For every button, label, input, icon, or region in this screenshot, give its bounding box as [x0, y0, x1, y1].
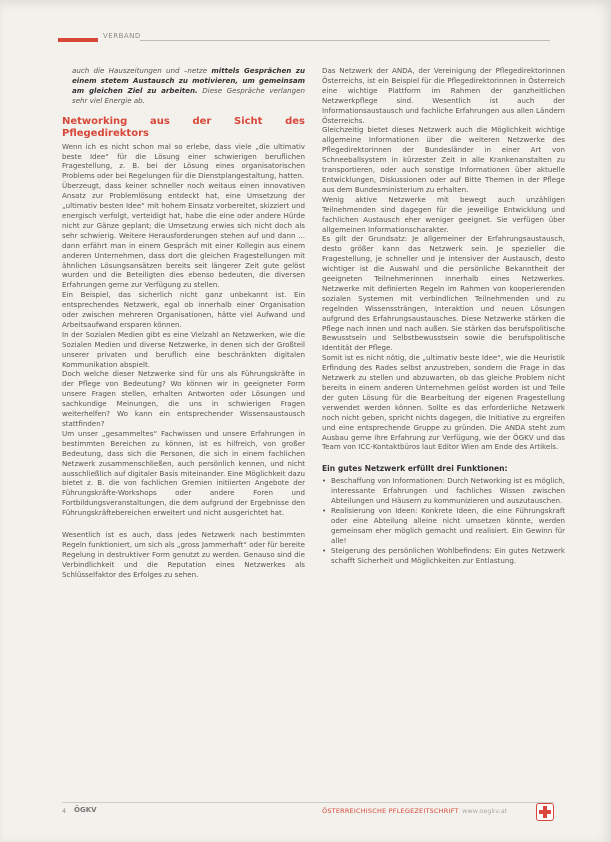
intro-text-a: auch die Hauszeitungen und –netze: [72, 66, 212, 75]
closing-paragraph: Wesentlich ist es auch, dass jedes Netzwerk nach bestimmten Regeln funktioniert, um sich als „gross Jammerhaft“ oder für bereite Regelung in destruktiver Form genutzt zu werden. Genauso sind die Verbindlichkeit und die Reputation eines Netzwerkes als Schlüsselfaktor des Erfolges zu sehen.: [62, 530, 305, 579]
body-paragraph: Um unser „gesammeltes“ Fachwissen und unsere Erfahrungen in bestimmten Bereichen zu können, ist es hilfreich, von großer Bedeutung, dass sich die Personen, die sich in einem fachlichen Netzwerk zusammenschließen, auch persönlich kennen, und nicht ausschließlich auf digitaler Basis miteinander. Eine Möglichkeit dazu bietet z. B. die von fachlichen Gremien initiierten Angebote der Führungskräfte-Workshops oder andere Foren und Fortbildungsveranstaltungen, die dem aufgrund der Ergebnisse den Führungskräftebereichen erweitert und nicht ausgerichtet hat.: [62, 428, 305, 518]
body-paragraph: In der Sozialen Medien gibt es eine Vielzahl an Netzwerken, wie die Sozialen Medien und diverse Netzwerke, in denen sich der Großteil unserer privaten und beruflich eine beschränkten digitalen Kommunikation abspielt.: [62, 329, 305, 369]
body-paragraph: Ein Beispiel, das sicherlich nicht ganz unbekannt ist. Ein entsprechendes Netzwerk, egal ob innerhalb einer Organisation oder zwischen mehreren Organisationen, hätte viel Aufwand und Arbeitsaufwand ersparen können.: [62, 290, 305, 329]
body-paragraph: Somit ist es nicht nötig, die „ultimativ beste Idee“, wie die Heuristik Erfindung des Rades selbst anzustreben, sondern die Frage in das Netzwerk zu stellen und abzuwarten, ob das gleiche Problem nicht bereits in einem anderen Unternehmen gelöst worden ist und Teile der guten Lösung für die Bearbeitung der eigenen Fragestellung verwendet werden können. Sollte es das erforderliche Netzwerk noch nicht geben, spricht nichts dagegen, die Initiative zu ergreifen und eine entsprechende Gruppe zu gründen. Die ANDA steht zum Ausbau gerne ihre Erfahrung zur Verfügung, wie der ÖGKV und das Team von ICC-Kontaktbüros laut Editor Wien am Ende des Artikels.: [322, 353, 565, 452]
header-rule: [140, 40, 550, 41]
body-paragraph: Wenn ich es nicht schon mal so erlebe, dass viele „die ultimativ beste Idee“ für die Lösung einer schwierigen beruflichen Fragestellung, z. B. bei der Lösung eines organisatorischen Problems oder bei Regelungen für die Dienstplangestaltung, hatten.: [62, 141, 305, 181]
intro-text-c: Diese Gespräche verlangen sehr viel Energie ab.: [72, 85, 305, 105]
body-paragraph: Doch welche dieser Netzwerke sind für uns als Führungskräfte in der Pflege von Bedeutung? Wo können wir in geeigneter Form unsere Fragen stellen, erhalten Antworten oder Lösungen und sachkundige Meinungen, die uns in schwierigen Fragen weiterhelfen? Wo kann ein entsprechender Wissensaustausch stattfinden?: [62, 369, 305, 428]
intro-paragraph: [62, 66, 305, 106]
magazine-name: ÖSTERREICHISCHE PFLEGEZEITSCHRIFT: [322, 807, 459, 815]
section-color-bar: [58, 38, 98, 42]
body-paragraph: Das Netzwerk der ANDA, der Vereinigung der Pflegedirektorinnen Österreichs, ist ein Beispiel für die Pflegedirektorinnen in Österreich eine wichtige Plattform im Rahmen der ganzheitlichen Netzwerkpflege sind. Wesentlich ist auch der Informationsaustausch und fachliche Erfahrungen aus allen Ländern Österreichs.: [322, 66, 565, 125]
intro-text-bold: mittels Gesprächen zu einem stetem Austausch zu motivieren, um gemeinsam am gleichen Ziel zu arbeiten.: [72, 66, 305, 95]
website-link[interactable]: www.oegkv.at: [462, 807, 508, 815]
functions-list: [322, 476, 565, 565]
left-column: [62, 66, 305, 580]
list-item: • Beschaffung von Informationen: Durch Networking ist es möglich, interessante Erfahrungen und fachliches Wissen zwischen Abteilungen und Häusern zu kommunizieren und auszutauschen.: [322, 476, 565, 506]
association-logo: ÖGKV: [74, 806, 97, 814]
section-heading: Networking aus der Sicht des Pflegedirektors: [62, 115, 305, 139]
functions-heading: Ein gutes Netzwerk erfüllt drei Funktionen:: [322, 464, 508, 474]
list-item: • Steigerung des persönlichen Wohlbefindens: Ein gutes Netzwerk schafft Sicherheit und Möglichkeiten zur Entlastung.: [322, 546, 565, 566]
list-item: • Realisierung von Ideen: Konkrete Ideen, die eine Führungskraft oder eine Abteilung alleine nicht umsetzen könnte, werden gemeinsam eher möglich gemacht und realisiert. Ein Gewinn für alle!: [322, 506, 565, 546]
right-column: [322, 66, 565, 566]
body-paragraph: Wenig aktive Netzwerke mit bewegt auch unzähligen Teilnehmenden sind dagegen für die jeweilige Entwicklung und fachlichen Austausch eher weniger geeignet. Sie verfügen über allgemeinen Informationscharakter.: [322, 194, 565, 234]
page-footer: [62, 802, 554, 817]
body-paragraph: Es gilt der Grundsatz: Je allgemeiner der Erfahrungsaustausch, desto größer kann das Netzwerk sein. Je spezieller die Fragestellung, je schneller und je intensiver der Austausch, desto wichtiger ist die Auswahl und die persönliche Bekanntheit der geeigneten Teilnehmerinnen innerhalb eines Netzwerkes. Netzwerke mit definierten Regeln im Rahmen von kooperierenden sozialen Systemen mit verbindlichen Teilnehmenden und zu regelnden Wissenssträngen, Interaktion und neuen Lösungen aufgrund des Erfahrungsaustausches. Diese Netzwerke stärken die Pflege nach innen und nach außen. Sie stärken das berufspolitische Bewusstsein und Selbstbewusstsein sowie die berufspolitische Identität der Pflege.: [322, 234, 565, 353]
page-number: 4: [62, 807, 67, 815]
body-paragraph: Überzeugt, dass keiner schneller noch weitaus einen innovativen Ansatz zur Problemlösung entdeckt hat, eine Umsetzung der „ultimativ besten Idee“ mit hohem Einsatz vorbereitet, skizziert und energisch verfolgt, verteidigt hat, habe die eine oder andere Hürde nicht zur Gänze geplant; die Umsetzung erwies sich nicht doch als sehr schwierig. Weitere Herausforderungen stehen auf und dann ... dann erfährt man in einem Gespräch mit einer Kollegin aus einem anderen Unternehmen, dass dort die gleichen Fragestellungen mit ähnlichen Lösungsansätzen bereits seit längerer Zeit gute gelöst wurden und die Beteiligten dies ebenso bedeuten, die diversen Erfahrungen gerne zur Verfügung zu stellen.: [62, 181, 305, 290]
body-paragraph: Gleichzeitig bietet dieses Netzwerk auch die Möglichkeit wichtige allgemeine Informationen über die weiteren Netzwerke des Pflegedirektorinnen der Bundesländer in einer Art von Schneeballsystem in kürzester Zeit in alle Krankenanstalten zu transportieren, oder auch sonstige Informationen über aktuelle Entwicklungen, Diskussionen oder auf Bitte Themen in der Pflege aus dem Bundesministerium zu erhalten.: [322, 125, 565, 194]
section-label: VERBAND: [103, 32, 141, 40]
red-cross-icon: [536, 803, 554, 821]
